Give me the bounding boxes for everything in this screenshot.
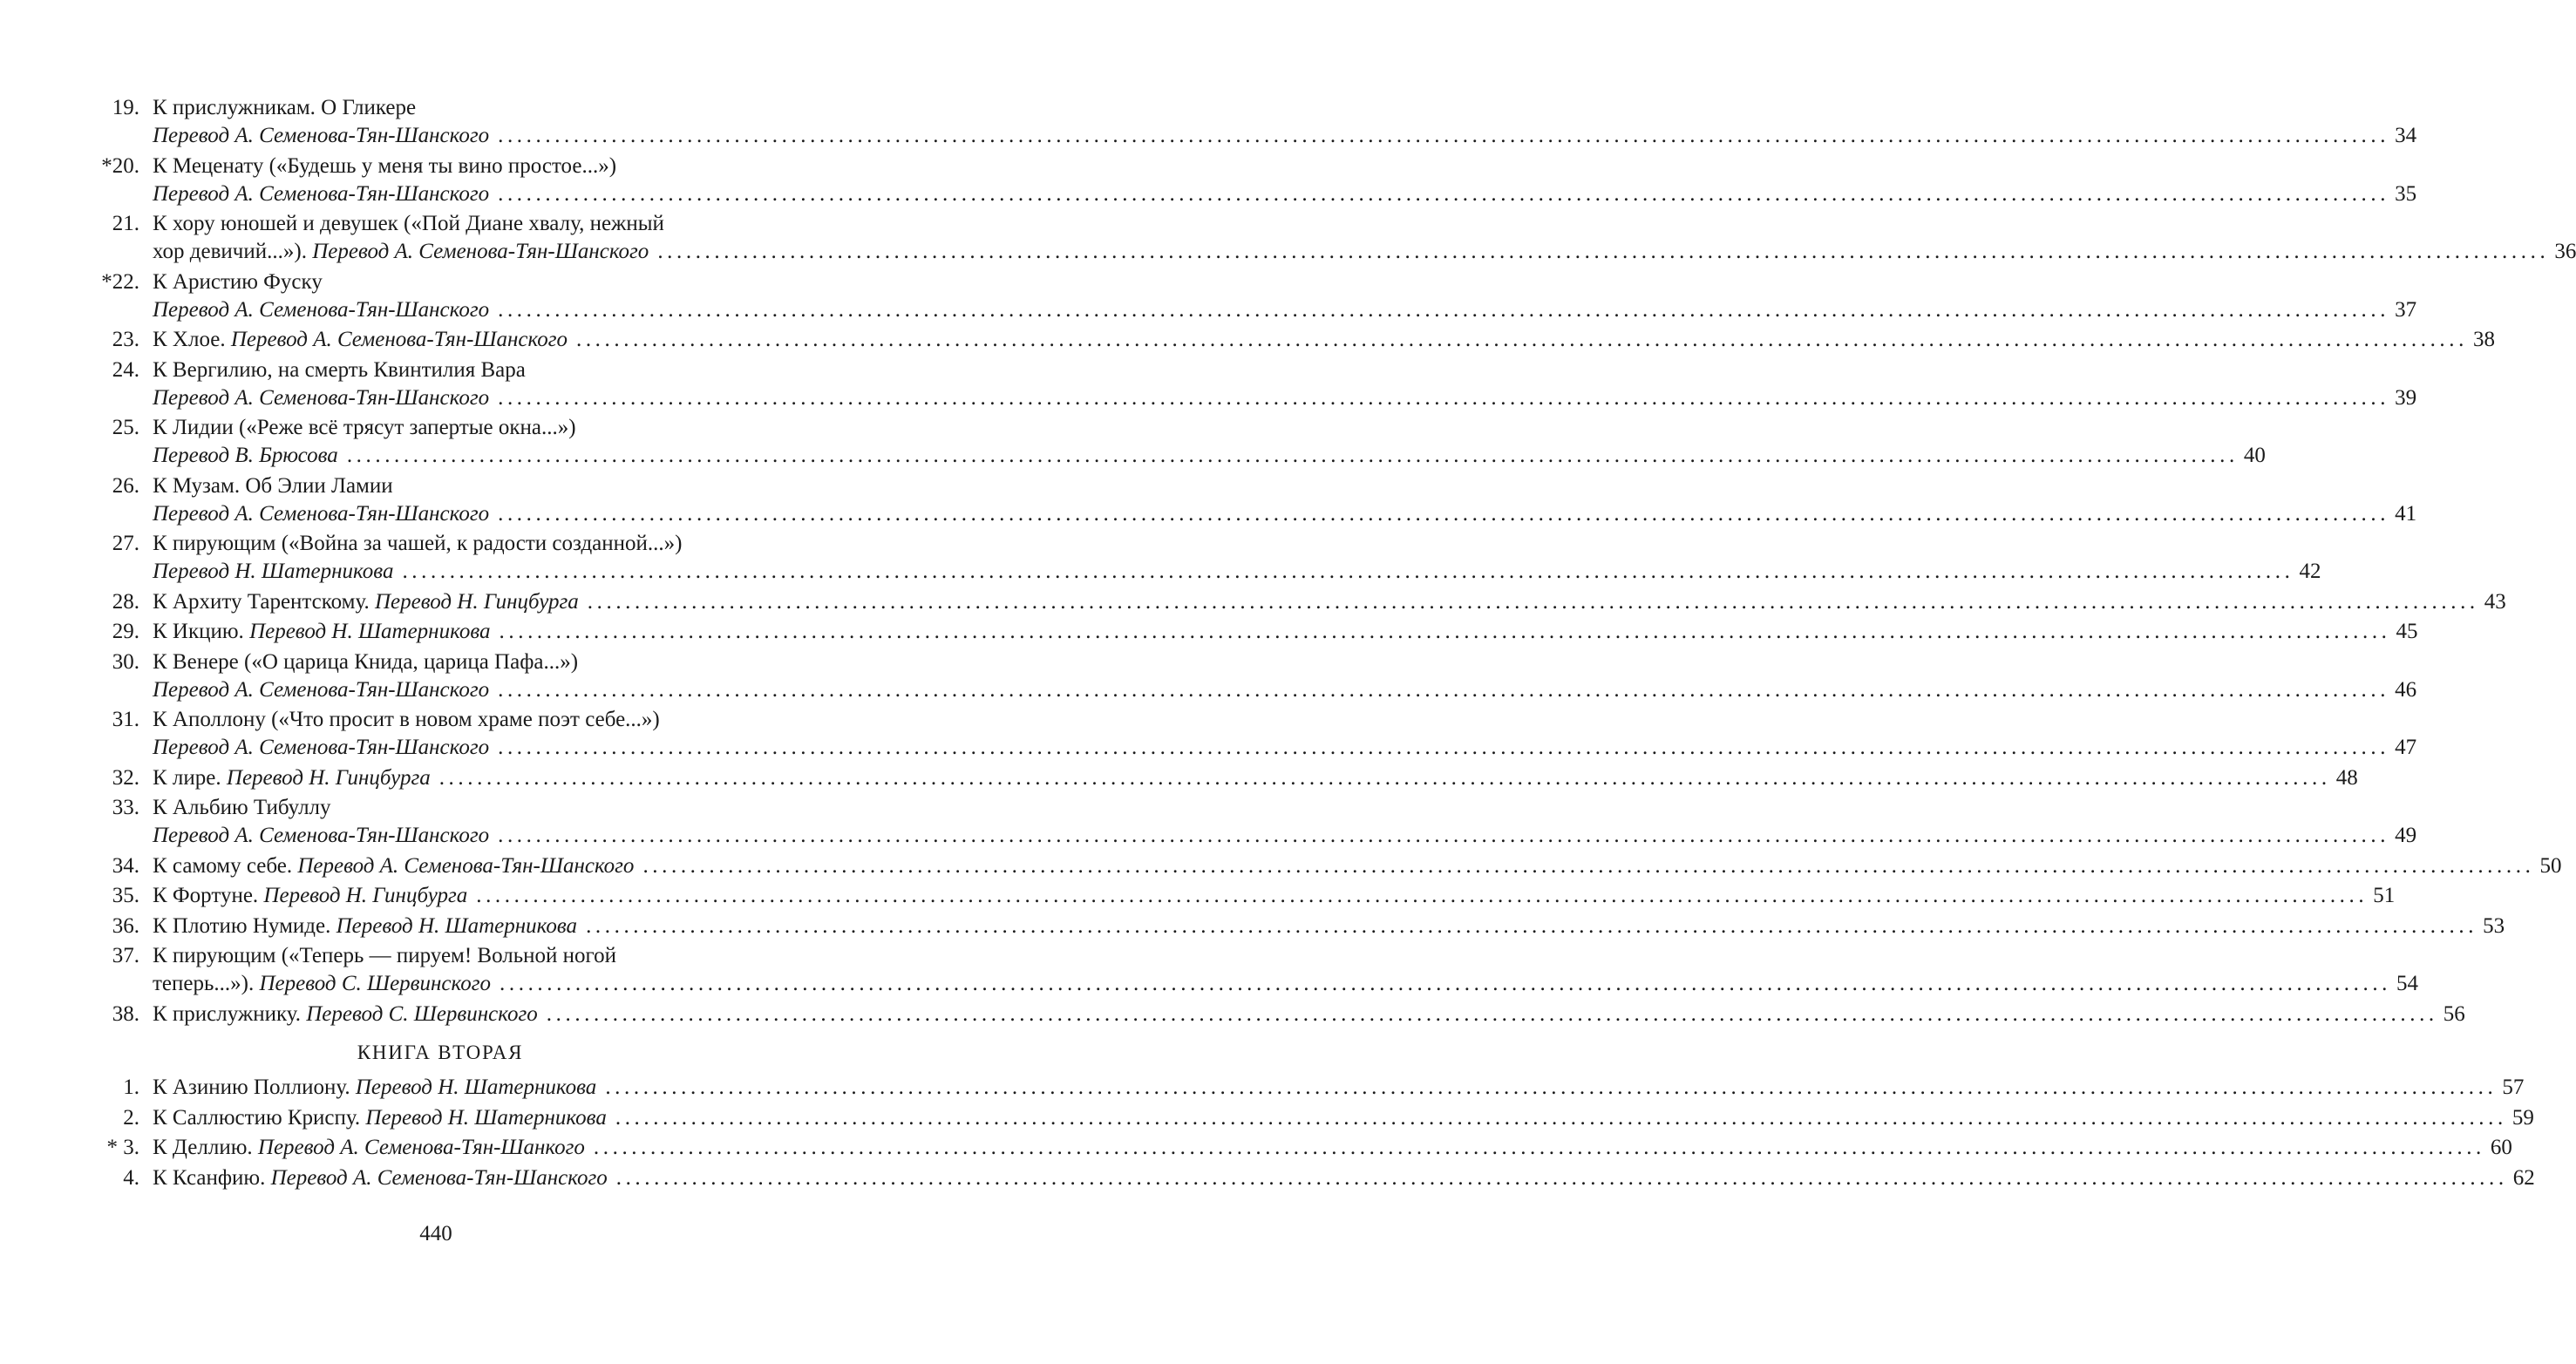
dot-leader: ........................................................................................................................................................................................................ xyxy=(575,328,2468,351)
entry-title: К лире. xyxy=(153,765,221,790)
entry-title: К хору юношей и девушек («Пой Диане хвалу, нежный xyxy=(153,212,664,235)
entry-page-number: 46 xyxy=(2395,677,2417,702)
toc-entry xyxy=(0,852,2562,880)
entry-number: 33. xyxy=(112,796,139,819)
entry-text xyxy=(153,238,649,266)
entry-translator: Перевод А. Семенова-Тян-Шанского xyxy=(153,181,490,206)
dot-leader: ........................................................................................................................................................................................................ xyxy=(593,1136,2485,1159)
entry-page-number: 49 xyxy=(2395,824,2417,847)
toc-line xyxy=(153,558,2321,586)
entry-text xyxy=(153,180,489,208)
toc-line xyxy=(112,794,774,822)
entry-text xyxy=(153,122,489,150)
toc-line xyxy=(153,734,2417,762)
dot-leader: ........................................................................................................................................................................................................ xyxy=(498,124,2390,147)
toc-line xyxy=(112,210,774,238)
entry-number: 32. xyxy=(112,765,139,790)
toc-line xyxy=(112,94,774,122)
toc-entry xyxy=(0,942,2419,998)
entry-translator: Перевод С. Шервинского xyxy=(259,972,492,995)
toc-line xyxy=(112,588,2506,616)
entry-text xyxy=(153,913,577,940)
toc-entry xyxy=(0,1164,2535,1192)
entry-translator: Перевод А. Семенова-Тян-Шанского xyxy=(153,824,490,847)
entry-title: К Аполлону («Что просит в новом храме поэт себе...») xyxy=(153,708,660,731)
dot-leader: ........................................................................................................................................................................................................ xyxy=(476,884,2369,907)
entry-translator: Перевод Н. Шатерникова xyxy=(355,1076,597,1099)
dot-leader: ........................................................................................................................................................................................................ xyxy=(587,589,2479,614)
toc-entry xyxy=(0,530,2321,586)
entry-number: 2. xyxy=(123,1105,139,1130)
toc-line xyxy=(153,676,2417,704)
toc-entry xyxy=(0,326,2495,354)
entry-title: К Аристию Фуску xyxy=(153,269,323,294)
toc-entry xyxy=(0,210,2576,266)
entry-translator: Перевод Н. Шатерникова xyxy=(365,1105,607,1130)
entry-translator: Перевод А. Семенова-Тян-Шанского xyxy=(153,385,490,410)
entry-page-number: 36 xyxy=(2554,240,2576,263)
entry-translator: Перевод Н. Шатерникова xyxy=(249,620,491,643)
dot-leader: ........................................................................................................................................................................................................ xyxy=(346,444,2239,467)
entry-title: К Плотию Нумиде. xyxy=(153,913,331,938)
entry-page-number: 56 xyxy=(2443,1001,2465,1026)
entry-title: К Саллюстию Криспу. xyxy=(153,1105,361,1130)
toc-line xyxy=(101,153,774,180)
toc-entry xyxy=(0,794,2417,850)
toc-line xyxy=(112,356,774,384)
entry-text xyxy=(153,764,431,792)
entry-page-number: 54 xyxy=(2396,972,2419,995)
entry-title: К Венере («О царица Книда, царица Пафа...») xyxy=(153,649,579,674)
entry-title: К Ксанфию. xyxy=(153,1165,266,1190)
entry-translator: Перевод Н. Шатерникова xyxy=(153,560,394,583)
toc-line xyxy=(112,852,2562,880)
entry-title: К Музам. Об Элии Ламии xyxy=(153,473,393,498)
entry-title: К прислужникам. О Гликере xyxy=(153,96,417,119)
entry-title: К Альбию Тибуллу xyxy=(153,796,331,819)
entry-number: 4. xyxy=(123,1165,139,1190)
entry-title: К прислужнику. xyxy=(153,1001,301,1026)
toc-line xyxy=(112,472,774,500)
entry-number: 25. xyxy=(112,416,139,439)
entry-page-number: 40 xyxy=(2243,444,2266,467)
toc-line xyxy=(153,500,2417,528)
dot-leader: ........................................................................................................................................................................................................ xyxy=(498,181,2390,206)
entry-title: К самому себе. xyxy=(153,853,293,878)
entry-text xyxy=(153,1164,608,1192)
toc-entry xyxy=(0,618,2418,646)
entry-number: 23. xyxy=(112,328,139,351)
entry-title: К пирующим («Теперь — пируем! Вольной ногой xyxy=(153,944,617,967)
entry-text xyxy=(153,882,467,910)
entry-text xyxy=(153,970,491,998)
toc-line xyxy=(112,414,774,442)
entry-title: К пирующим («Война за чашей, к радости созданной...») xyxy=(153,532,683,555)
toc-entry xyxy=(0,588,2506,616)
entry-page-number: 53 xyxy=(2483,913,2505,938)
entry-translator: Перевод А. Семенова-Тян-Шанкого xyxy=(257,1136,585,1159)
toc-line xyxy=(112,882,2396,910)
entry-page-number: 47 xyxy=(2395,736,2417,759)
entry-number: 35. xyxy=(112,884,139,907)
entry-title: К Вергилию, на смерть Квинтилия Вара xyxy=(153,357,526,382)
toc-line xyxy=(123,1164,2535,1192)
entry-text xyxy=(153,1134,585,1162)
dot-leader: ........................................................................................................................................................................................................ xyxy=(438,765,2331,790)
entry-title: К Азинию Поллиону. xyxy=(153,1076,350,1099)
dot-leader: ........................................................................................................................................................................................................ xyxy=(498,385,2390,410)
toc-line xyxy=(112,648,774,676)
entry-page-number: 50 xyxy=(2539,853,2562,878)
entry-text xyxy=(153,442,338,470)
entry-page-number: 39 xyxy=(2395,385,2417,410)
dot-leader: ........................................................................................................................................................................................................ xyxy=(498,736,2390,759)
entry-page-number: 38 xyxy=(2472,328,2495,351)
entry-page-number: 41 xyxy=(2395,501,2417,526)
entry-title-continued: хор девичий...»). xyxy=(153,240,307,263)
dot-leader: ........................................................................................................................................................................................................ xyxy=(615,1165,2508,1190)
toc-line xyxy=(153,238,2576,266)
section-heading-book-two: КНИГА ВТОРАЯ xyxy=(357,1042,524,1063)
entry-text xyxy=(153,1104,607,1132)
entry-number: 24. xyxy=(112,357,139,382)
entry-number: 30. xyxy=(112,649,139,674)
toc-entry xyxy=(0,153,2417,208)
toc-line xyxy=(112,1001,2465,1028)
entry-number: *22. xyxy=(101,269,139,294)
dot-leader: ........................................................................................................................................................................................................ xyxy=(499,620,2391,643)
toc-line xyxy=(153,122,2417,150)
toc-entry xyxy=(0,1104,2534,1132)
entry-translator: Перевод А. Семенова-Тян-Шанского xyxy=(153,501,490,526)
entry-translator: Перевод А. Семенова-Тян-Шанского xyxy=(297,853,635,878)
entry-translator: Перевод В. Брюсова xyxy=(153,444,338,467)
entry-number: 21. xyxy=(112,212,139,235)
entry-number: 27. xyxy=(112,532,139,555)
entry-text xyxy=(153,676,489,704)
entry-translator: Перевод А. Семенова-Тян-Шанского xyxy=(230,328,568,351)
toc-line xyxy=(123,1074,2525,1102)
dot-leader: ........................................................................................................................................................................................................ xyxy=(605,1076,2498,1099)
entry-number: 36. xyxy=(112,913,139,938)
entry-text xyxy=(153,1074,596,1102)
toc-entry xyxy=(0,913,2505,940)
entry-title: К Архиту Тарентскому. xyxy=(153,589,370,614)
entry-text xyxy=(153,296,489,324)
entry-title: К Меценату («Будешь у меня ты вино простое...») xyxy=(153,153,617,178)
entry-title: К Хлое. xyxy=(153,328,226,351)
dot-leader: ........................................................................................................................................................................................................ xyxy=(498,297,2390,322)
toc-line xyxy=(112,764,2358,792)
entry-page-number: 43 xyxy=(2484,589,2506,614)
toc-entry xyxy=(0,472,2417,528)
entry-number: 38. xyxy=(112,1001,139,1026)
toc-line xyxy=(112,326,2495,354)
entry-translator: Перевод Н. Гинцбурга xyxy=(226,765,431,790)
toc-line xyxy=(101,268,774,296)
toc-entry xyxy=(0,706,2417,762)
dot-leader: ........................................................................................................................................................................................................ xyxy=(500,972,2392,995)
entry-page-number: 59 xyxy=(2511,1105,2534,1130)
toc-line xyxy=(106,1134,2512,1162)
toc-entry xyxy=(0,764,2358,792)
entry-translator: Перевод А. Семенова-Тян-Шанского xyxy=(153,297,490,322)
entry-translator: Перевод А. Семенова-Тян-Шанского xyxy=(153,124,490,147)
toc-entry xyxy=(0,1001,2465,1028)
toc-line xyxy=(112,530,774,558)
toc-entry xyxy=(0,268,2417,324)
entry-title: К Икцию. xyxy=(153,620,244,643)
entry-page-number: 48 xyxy=(2335,765,2358,790)
entry-number: * 3. xyxy=(106,1136,139,1159)
entry-page-number: 34 xyxy=(2395,124,2417,147)
entry-text xyxy=(153,822,489,850)
entry-page-number: 42 xyxy=(2299,560,2321,583)
entry-title: К Лидии («Реже всё трясут запертые окна...») xyxy=(153,416,576,439)
toc-line xyxy=(112,618,2418,646)
entry-text xyxy=(153,384,489,412)
toc-line xyxy=(153,384,2417,412)
entry-text xyxy=(153,618,491,646)
toc-line xyxy=(112,913,2505,940)
entry-translator: Перевод А. Семенова-Тян-Шанского xyxy=(312,240,649,263)
toc-entry xyxy=(0,1134,2512,1162)
entry-text xyxy=(153,852,634,880)
page-number: 440 xyxy=(419,1222,452,1245)
toc-line xyxy=(153,822,2417,850)
entry-translator: Перевод Н. Шатерникова xyxy=(336,913,578,938)
toc-line xyxy=(153,296,2417,324)
entry-page-number: 51 xyxy=(2373,884,2396,907)
entry-title-continued: теперь...»). xyxy=(153,972,255,995)
entry-number: 31. xyxy=(112,708,139,731)
entry-number: 29. xyxy=(112,620,139,643)
toc-line xyxy=(112,706,774,734)
entry-title: К Фортуне. xyxy=(153,884,259,907)
entry-text xyxy=(153,588,579,616)
toc-entry xyxy=(0,356,2417,412)
dot-leader: ........................................................................................................................................................................................................ xyxy=(657,240,2550,263)
entry-text xyxy=(153,734,489,762)
entry-page-number: 60 xyxy=(2490,1136,2512,1159)
toc-book-two-list xyxy=(0,1074,2535,1192)
entry-number: 37. xyxy=(112,944,139,967)
toc-entry xyxy=(0,882,2396,910)
entry-number: *20. xyxy=(101,153,139,178)
toc-entry xyxy=(0,648,2417,704)
entry-translator: Перевод Н. Гинцбурга xyxy=(374,589,579,614)
toc-line xyxy=(153,442,2266,470)
entry-title: К Деллию. xyxy=(153,1136,253,1159)
dot-leader: ........................................................................................................................................................................................................ xyxy=(498,824,2390,847)
dot-leader: ........................................................................................................................................................................................................ xyxy=(498,501,2390,526)
entry-translator: Перевод А. Семенова-Тян-Шанского xyxy=(153,736,490,759)
toc-entry xyxy=(0,94,2417,150)
entry-text xyxy=(153,1001,538,1028)
entry-number: 34. xyxy=(112,853,139,878)
entry-text xyxy=(153,326,568,354)
entry-translator: Перевод А. Семенова-Тян-Шанского xyxy=(153,677,490,702)
dot-leader: ........................................................................................................................................................................................................ xyxy=(586,913,2478,938)
entry-translator: Перевод С. Шервинского xyxy=(306,1001,538,1026)
entry-page-number: 37 xyxy=(2395,297,2417,322)
toc-line xyxy=(153,180,2417,208)
toc-line xyxy=(153,970,2419,998)
entry-text xyxy=(153,500,489,528)
entry-number: 19. xyxy=(112,96,139,119)
dot-leader: ........................................................................................................................................................................................................ xyxy=(615,1105,2507,1130)
entry-page-number: 35 xyxy=(2395,181,2417,206)
entry-text xyxy=(153,558,393,586)
entry-number: 26. xyxy=(112,473,139,498)
entry-page-number: 57 xyxy=(2502,1076,2525,1099)
entry-translator: Перевод А. Семенова-Тян-Шанского xyxy=(270,1165,608,1190)
dot-leader: ........................................................................................................................................................................................................ xyxy=(498,677,2390,702)
entry-number: 28. xyxy=(112,589,139,614)
toc-entry xyxy=(0,1074,2525,1102)
dot-leader: ........................................................................................................................................................................................................ xyxy=(402,560,2294,583)
toc-line xyxy=(112,942,774,970)
toc-entry xyxy=(0,414,2266,470)
entry-number: 1. xyxy=(123,1076,139,1099)
entry-page-number: 45 xyxy=(2396,620,2418,643)
dot-leader: ........................................................................................................................................................................................................ xyxy=(642,853,2535,878)
toc-book-one-list xyxy=(0,94,2576,1028)
entry-page-number: 62 xyxy=(2512,1165,2535,1190)
dot-leader: ........................................................................................................................................................................................................ xyxy=(546,1001,2438,1026)
toc-line xyxy=(123,1104,2534,1132)
entry-translator: Перевод Н. Гинцбурга xyxy=(263,884,468,907)
